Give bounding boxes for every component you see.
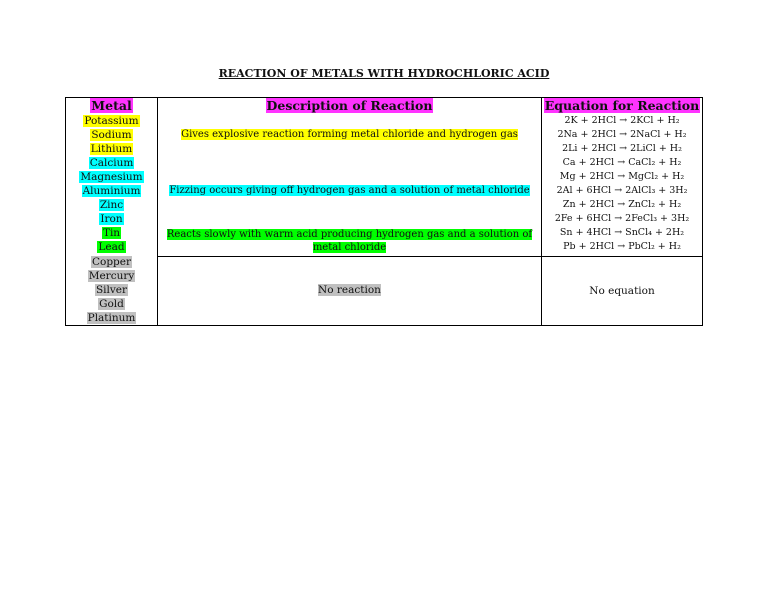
equation-cell: 2Al + 6HCl → 2AlCl₃ + 3H₂ bbox=[556, 185, 688, 196]
equation-cell: 2Li + 2HCl → 2LiCl + H₂ bbox=[562, 143, 682, 154]
metal-cell: Platinum bbox=[87, 312, 136, 324]
table-divider-description bbox=[158, 256, 541, 257]
description-none: No reaction bbox=[318, 284, 381, 296]
header-equation: Equation for Reaction bbox=[544, 98, 700, 113]
description-fizzing: Fizzing occurs giving off hydrogen gas and a solution of metal chloride bbox=[169, 185, 530, 196]
metal-cell: Copper bbox=[91, 256, 132, 268]
table-divider-equation-row bbox=[542, 256, 702, 257]
equation-cell: Pb + 2HCl → PbCl₂ + H₂ bbox=[563, 241, 681, 252]
equation-cell: 2Na + 2HCl → 2NaCl + H₂ bbox=[557, 129, 687, 140]
metal-cell: Lithium bbox=[90, 143, 133, 155]
metal-cell: Mercury bbox=[88, 270, 135, 282]
metal-cell: Gold bbox=[99, 298, 124, 310]
metal-cell: Lead bbox=[98, 241, 125, 253]
equation-cell: Sn + 4HCl → SnCl₄ + 2H₂ bbox=[559, 227, 685, 238]
metal-cell: Calcium bbox=[89, 157, 134, 169]
metal-cell: Iron bbox=[100, 213, 123, 225]
metal-cell: Tin bbox=[102, 227, 121, 239]
header-metal: Metal bbox=[91, 98, 132, 113]
no-equation-cell: No equation bbox=[589, 285, 655, 297]
equation-cell: 2K + 2HCl → 2KCl + H₂ bbox=[564, 115, 680, 126]
header-description: Description of Reaction bbox=[266, 98, 433, 113]
description-explosive: Gives explosive reaction forming metal chloride and hydrogen gas bbox=[181, 129, 518, 140]
equation-cell: Mg + 2HCl → MgCl₂ + H₂ bbox=[559, 171, 685, 182]
equation-cell: 2Fe + 6HCl → 2FeCl₃ + 3H₂ bbox=[554, 213, 690, 224]
metal-cell: Potassium bbox=[84, 115, 139, 127]
metal-cell: Aluminium bbox=[82, 185, 141, 197]
metal-cell: Silver bbox=[95, 284, 128, 296]
metal-cell: Sodium bbox=[91, 129, 132, 141]
description-slow: Reacts slowly with warm acid producing hydrogen gas and a solution of metal chloride bbox=[166, 229, 533, 253]
equation-cell: Ca + 2HCl → CaCl₂ + H₂ bbox=[562, 157, 682, 168]
metal-cell: Zinc bbox=[99, 199, 124, 211]
metal-cell: Magnesium bbox=[80, 171, 143, 183]
document-title: REACTION OF METALS WITH HYDROCHLORIC ACID bbox=[218, 67, 550, 80]
equation-cell: Zn + 2HCl → ZnCl₂ + H₂ bbox=[562, 199, 682, 210]
